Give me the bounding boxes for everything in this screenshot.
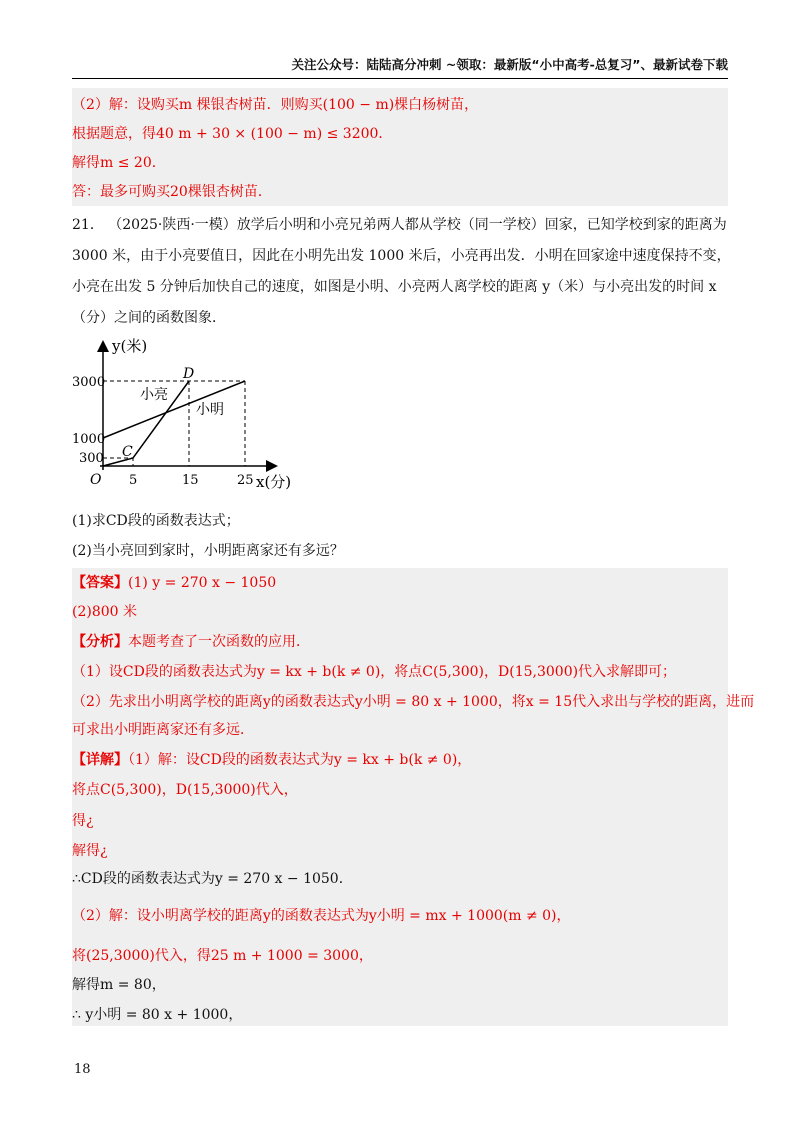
y-axis-label: y(米) — [112, 337, 148, 355]
detail-line-1: （1）解：设CD段的函数表达式为y = kx + b(k ≠ 0)， — [128, 752, 472, 768]
detail-line-2: 将点C(5,300)，D(15,3000)代入， — [72, 782, 298, 798]
detail-line-3: 得¿ — [72, 813, 94, 829]
x-tick-5: 5 — [129, 473, 138, 488]
analysis-part-1: （1）设CD段的函数表达式为y = kx + b(k ≠ 0)，将点C(5,300)，D(15,3000)代入求解即可； — [72, 664, 677, 680]
detail-line-9: ∴ y小明 = 80 x + 1000， — [72, 1007, 243, 1023]
detail-tag: 【详解】 — [72, 752, 128, 768]
point-d-label: D — [183, 366, 195, 382]
function-graph — [70, 335, 310, 500]
x-tick-15: 15 — [182, 473, 199, 488]
origin-label: O — [90, 472, 102, 488]
analysis-intro: 本题考查了一次函数的应用． — [128, 634, 310, 650]
analysis-part-2b: 可求出小明距离家还有多远． — [72, 722, 254, 738]
page-number: 18 — [74, 1062, 91, 1077]
detail-line-8: 解得m = 80， — [72, 977, 166, 993]
series-xiaoliang-label: 小亮 — [140, 387, 168, 403]
point-c-label: C — [122, 444, 133, 460]
page-header: 关注公众号：陆陆高分冲刺 ~领取：最新版“小中高考-总复习”、最新试卷下载 — [291, 57, 728, 72]
sub-question-1: (1)求CD段的函数表达式； — [72, 513, 240, 529]
sub-question-2: (2)当小亮回到家时，小明距离家还有多远？ — [72, 543, 344, 559]
detail-line-7: 将(25,3000)代入，得25 m + 1000 = 3000， — [72, 948, 373, 964]
question-line-3: 小亮在出发 5 分钟后加快自己的速度，如图是小明、小亮两人离学校的距离 y（米）与小亮出发的时间 x — [72, 279, 717, 295]
answer-1: (1) y = 270 x − 1050 — [128, 575, 277, 591]
detail-line-6: （2）解：设小明离学校的距离y的函数表达式为y小明 = mx + 1000(m ≠ 0)， — [72, 908, 571, 924]
question-line-1: 21． （2025·陕西·一模）放学后小明和小亮兄弟两人都从学校（同一学校）回家，已知学校到家的距离为 — [72, 217, 727, 233]
prev-solution-line-2: 根据题意，得40 m + 30 × (100 − m) ≤ 3200． — [72, 126, 393, 142]
question-line-2: 3000 米，由于小亮要值日，因此在小明先出发 1000 米后，小亮再出发．小明在回家途中速度保持不变， — [72, 248, 731, 264]
series-xiaoming-label: 小明 — [196, 402, 224, 418]
y-tick-3000: 3000 — [72, 375, 106, 390]
detail-line-5: ∴CD段的函数表达式为y = 270 x − 1050． — [72, 871, 353, 887]
prev-solution-line-3: 解得m ≤ 20． — [72, 155, 166, 171]
y-tick-1000: 1000 — [72, 432, 106, 447]
question-line-4: （分）之间的函数图象． — [72, 310, 226, 326]
analysis-part-2a: （2）先求出小明离学校的距离y的函数表达式y小明 = 80 x + 1000，将x = 15代入求出与学校的距离，进而 — [72, 694, 755, 710]
answer-row — [72, 570, 728, 596]
analysis-tag: 【分析】 — [72, 634, 128, 650]
prev-solution-line-1: （2）解：设购买m 棵银杏树苗．则购买(100 − m)棵白杨树苗， — [72, 97, 479, 113]
analysis-row — [72, 629, 728, 655]
answer-tag: 【答案】 — [72, 575, 128, 591]
header-divider — [72, 78, 728, 79]
detail-line-4: 解得¿ — [72, 843, 108, 859]
prev-solution-answer: 答：最多可购买20棵银杏树苗． — [72, 184, 272, 200]
y-tick-300: 300 — [79, 451, 104, 466]
answer-2: (2)800 米 — [72, 604, 138, 620]
x-axis-label: x(分) — [256, 473, 292, 491]
x-tick-25: 25 — [237, 473, 254, 488]
detail-row — [72, 747, 728, 773]
